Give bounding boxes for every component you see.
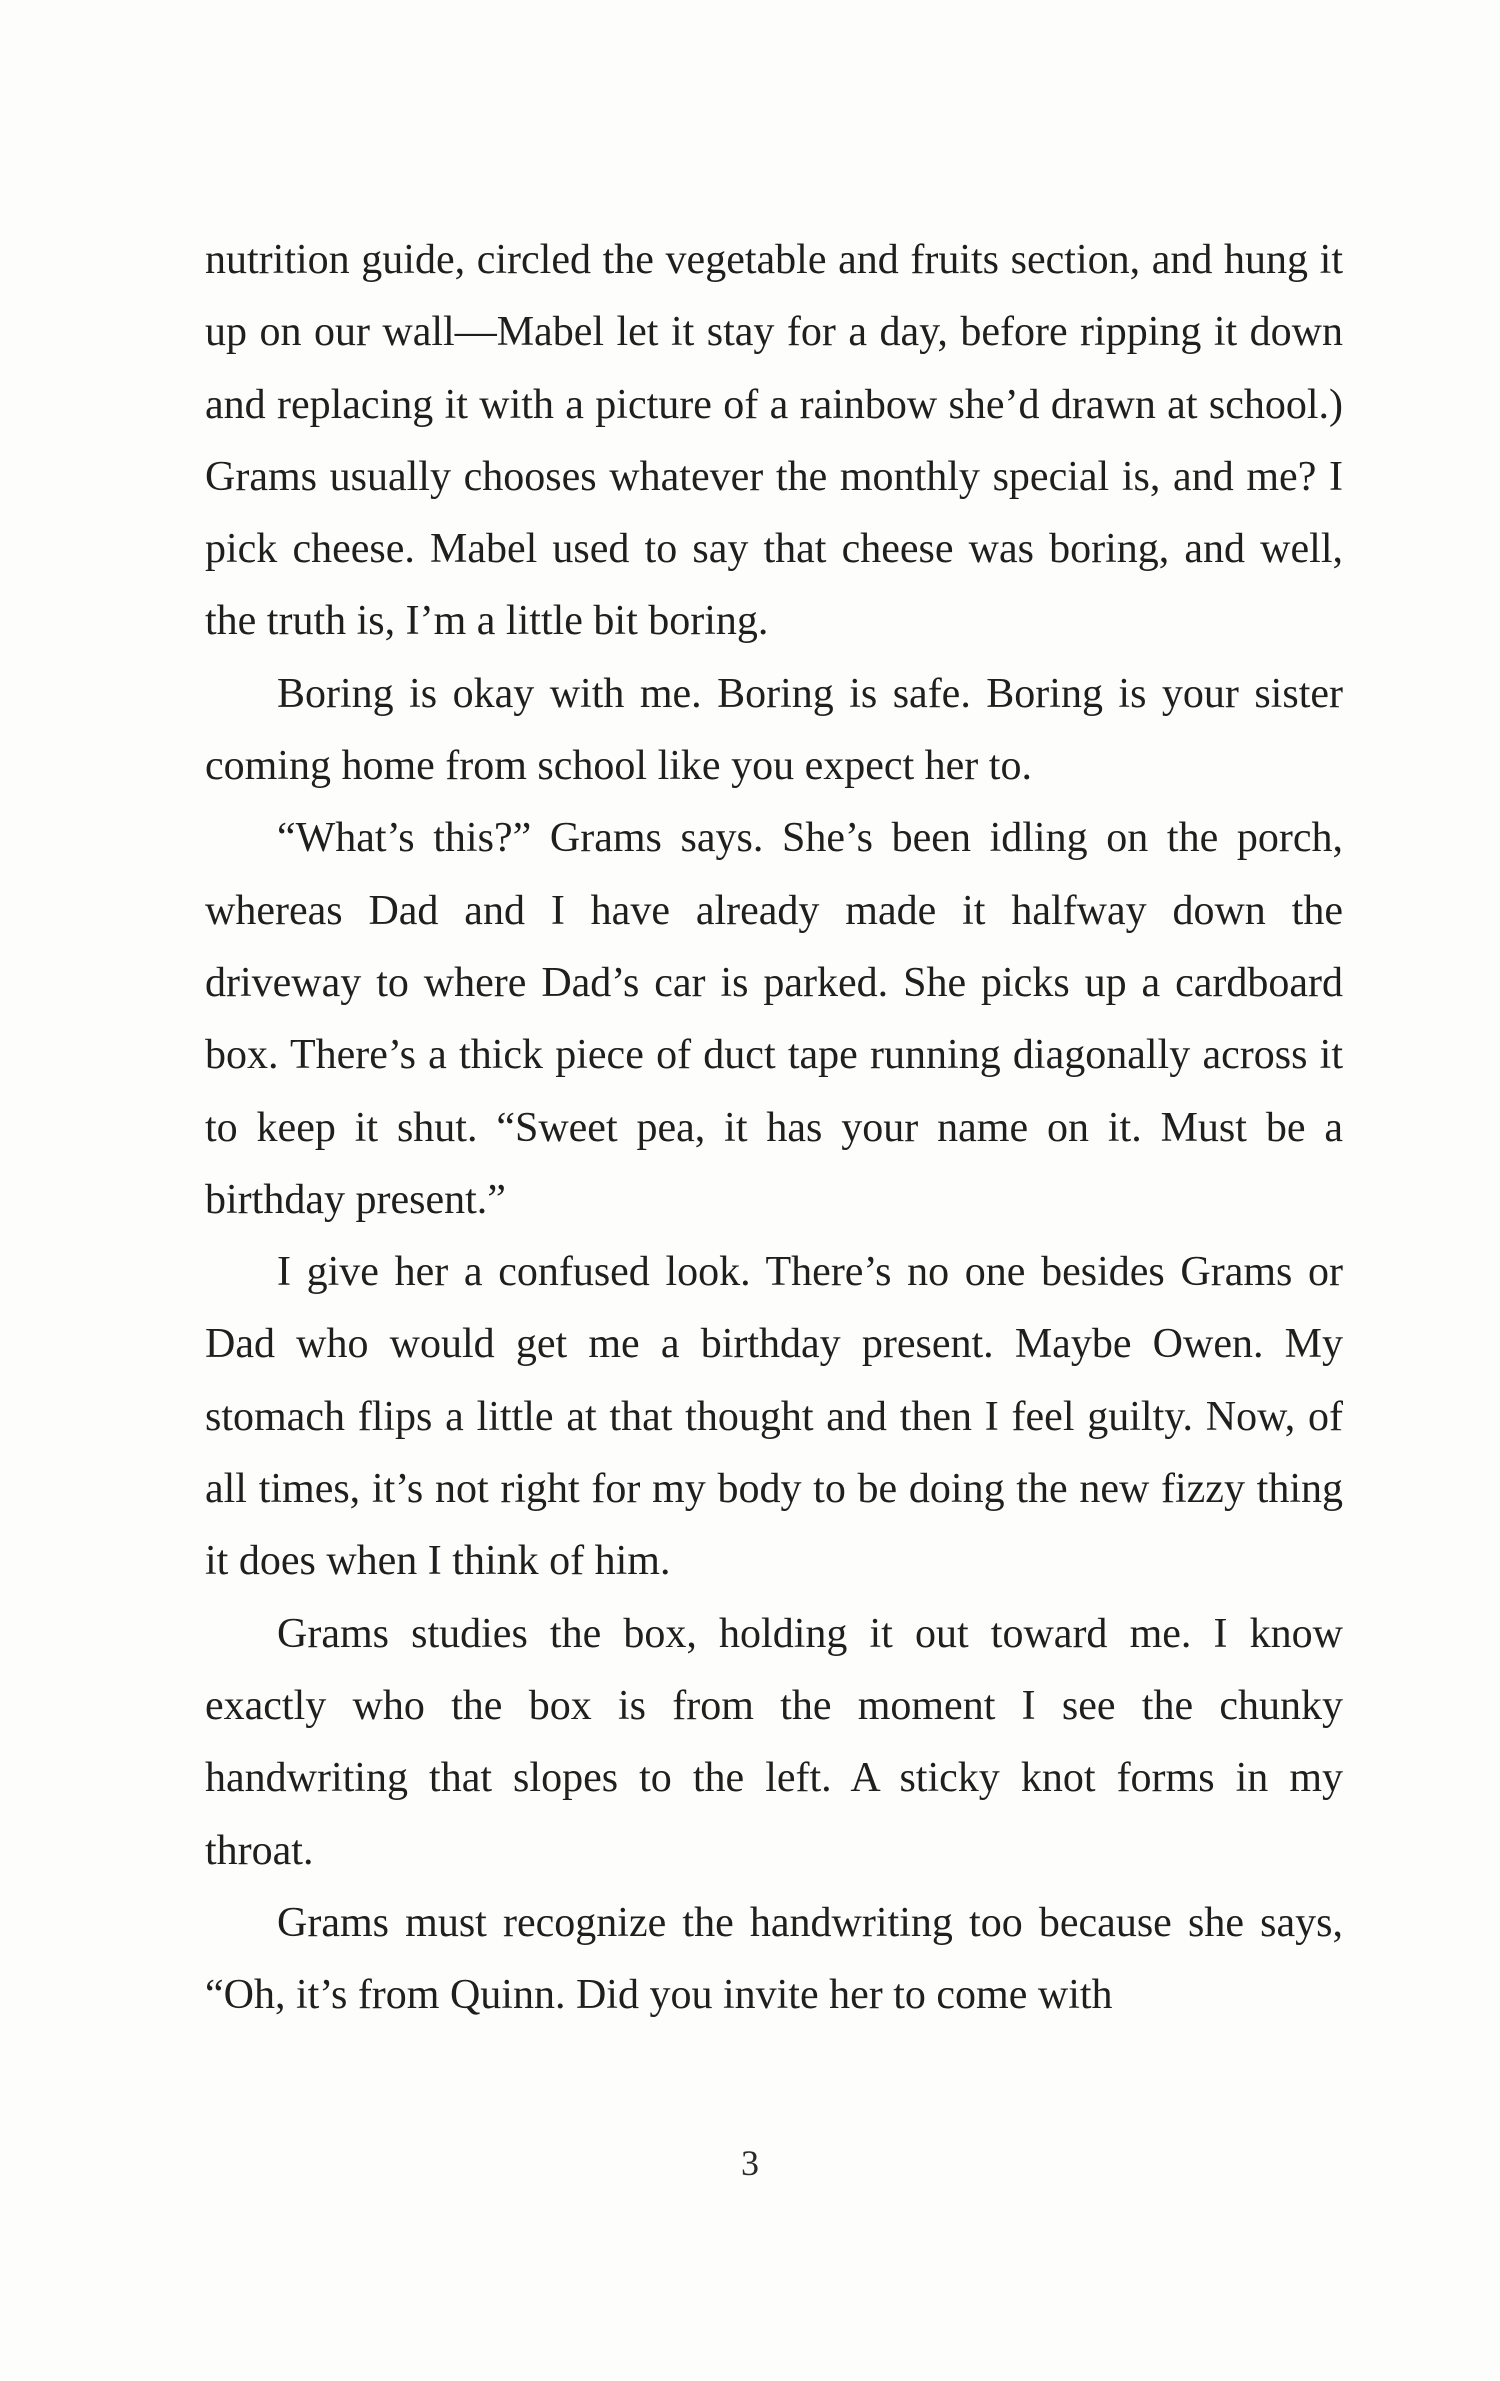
paragraph-2: Boring is okay with me. Boring is safe. Boring is your sister coming home from school like you expect her to. [205,670,1343,790]
page-number: 3 [741,2143,759,2183]
body-text [205,224,1343,2031]
paragraph-6: Grams must recognize the handwriting too because she says, “Oh, it’s from Quinn. Did you invite her to come with [205,1899,1343,2019]
paragraph-5: Grams studies the box, holding it out toward me. I know exactly who the box is from the moment I see the chunky handwriting that slopes to the left. A sticky knot forms in my throat. [205,1610,1343,1874]
paragraph-4: I give her a confused look. There’s no one besides Grams or Dad who would get me a birthday present. Maybe Owen. My stomach flips a little at that thought and then I feel guilty. Now, of all times, it’s not right for my body to be doing the new fizzy thing it does when I think of him. [205,1249,1343,1585]
paragraph-3: “What’s this?” Grams says. She’s been idling on the porch, whereas Dad and I have already made it halfway down the driveway to where Dad’s car is parked. She picks up a cardboard box. There’s a thick piece of duct tape running diagonally across it to keep it shut. “Sweet pea, it has your name on it. Must be a birthday present.” [205,815,1343,1223]
paragraph-1: nutrition guide, circled the vegetable and fruits section, and hung it up on our wall—Mabel let it stay for a day, before ripping it down and replacing it with a picture of a rainbow she’d drawn at school.) Grams usually chooses whatever the monthly special is, and me? I pick cheese. Mabel used to say that cheese was boring, and well, the truth is, I’m a little bit boring. [205,237,1343,645]
